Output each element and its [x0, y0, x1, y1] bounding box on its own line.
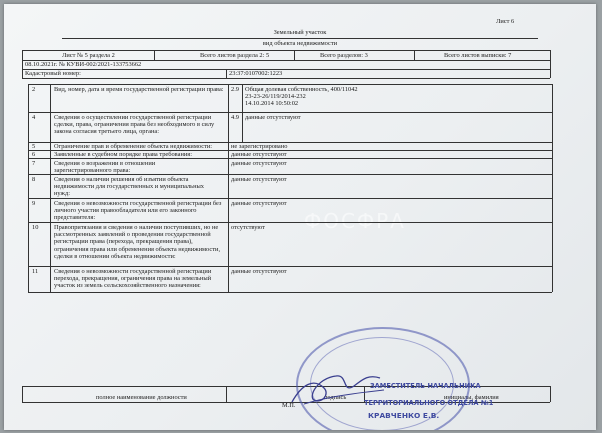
divider	[550, 60, 551, 69]
divider	[22, 386, 23, 402]
divider	[28, 292, 552, 293]
divider	[242, 84, 243, 142]
divider	[154, 50, 155, 60]
divider	[28, 84, 552, 85]
row-value: данные отсутствуют	[231, 176, 287, 183]
sheet-of-section: Лист № 5 раздела 2	[62, 52, 115, 59]
row-label: Ограничение прав и обременение объекта недвижимости:	[54, 143, 213, 150]
row-label: Вид, номер, дата и время государственной регистрации права:	[54, 86, 224, 93]
row-number: 11	[32, 268, 39, 275]
row-number: 8	[32, 176, 36, 183]
row-number: 9	[32, 200, 36, 207]
row-value: данные отсутствуют	[245, 114, 301, 121]
document-sheet	[4, 4, 596, 430]
divider	[28, 84, 29, 292]
divider	[22, 60, 23, 69]
row-label: Сведения о невозможности государственной регистрации перехода, прекращения, ограничения права на земельный участок из земель сельскохозяйственного назначения:	[54, 268, 212, 290]
row-number: 10	[32, 224, 39, 231]
total-sections: Всего разделов: 3	[320, 52, 368, 59]
divider	[22, 69, 23, 78]
row-value: не зарегистрировано	[231, 143, 288, 150]
divider	[550, 69, 551, 78]
row-number: 2	[32, 86, 36, 93]
total-sheets-extract: Всего листов выписки: 7	[444, 52, 512, 59]
row-value: отсутствуют	[231, 224, 265, 231]
divider	[28, 198, 552, 199]
extract-reference: 08.10.2021г. № КУВИ-002/2021-133753662	[25, 61, 142, 68]
row-number: 6	[32, 151, 36, 158]
row-value: данные отсутствуют	[231, 151, 287, 158]
divider	[62, 38, 538, 39]
row-label: Сведения о наличии решения об изъятии объекта недвижимости для государственных и муниципальных нужд:	[54, 176, 204, 198]
row-label: Сведения о невозможности государственной регистрации без личного участия правообладателя или его законного представителя:	[54, 200, 222, 222]
row-subnumber: 2.9	[231, 86, 239, 93]
divider	[228, 84, 229, 292]
row-subnumber: 4.9	[231, 114, 239, 121]
divider	[22, 50, 23, 60]
sheet-number: Лист 6	[496, 18, 515, 25]
divider	[552, 84, 553, 292]
divider	[50, 84, 51, 292]
divider	[414, 50, 415, 60]
divider	[28, 112, 552, 113]
row-value: данные отсутствуют	[231, 200, 287, 207]
row-label: Сведения о возражении в отношении зарегистрированного права:	[54, 160, 156, 175]
name-label: инициалы, фамилия	[444, 394, 499, 401]
cadastral-number: 23:37:0107002:1223	[229, 70, 283, 77]
object-type: вид объекта недвижимости	[262, 40, 338, 47]
total-sheets-section: Всего листов раздела 2: 5	[200, 52, 270, 59]
row-value: Общая долевая собственность, 400/11042 23-23-26/119/2014-232 14.10.2014 10:50:02	[245, 86, 358, 108]
watermark: ФОСФРА	[304, 209, 406, 233]
divider	[294, 50, 295, 60]
divider	[22, 69, 550, 70]
divider	[226, 69, 227, 78]
handwritten-signature	[284, 364, 394, 414]
row-label: Сведения о осуществлении государственной регистрации сделки, права, ограничения права без необходимого в силу закона согласия третьего лица, органа:	[54, 114, 215, 136]
mp-label: М.П.	[282, 402, 296, 409]
divider	[28, 222, 552, 223]
row-number: 4	[32, 114, 36, 121]
row-label: Правопритязания и сведения о наличии поступивших, но не рассмотренных заявлений о проведении государственной регистрации права (перехода, прекращения права), ограничения права или обременения объекта недвижимости, сделки в отношении объекта недвижимости:	[54, 224, 221, 260]
divider	[28, 266, 552, 267]
signature-label: подпись	[324, 394, 347, 401]
divider	[550, 50, 551, 60]
row-number: 7	[32, 160, 36, 167]
row-value: данные отсутствуют	[231, 160, 287, 167]
section-title: Земельный участок	[273, 29, 327, 36]
stamp-line-1: ЗАМЕСТИТЕЛЬ НАЧАЛЬНИКА	[370, 382, 481, 390]
stamp-line-3: КРАВЧЕНКО Е.В.	[368, 411, 440, 420]
cadastral-label: Кадастровый номер:	[25, 70, 81, 77]
divider	[22, 50, 550, 51]
row-label: Заявленные в судебном порядке права требования:	[54, 151, 193, 158]
divider	[22, 78, 550, 79]
row-number: 5	[32, 143, 36, 150]
row-value: данные отсутствуют	[231, 268, 287, 275]
divider	[550, 386, 551, 402]
divider	[226, 386, 227, 402]
position-label: полное наименование должности	[96, 394, 187, 401]
stamp-line-2: ТЕРРИТОРИАЛЬНОГО ОТДЕЛА №1	[364, 399, 494, 407]
